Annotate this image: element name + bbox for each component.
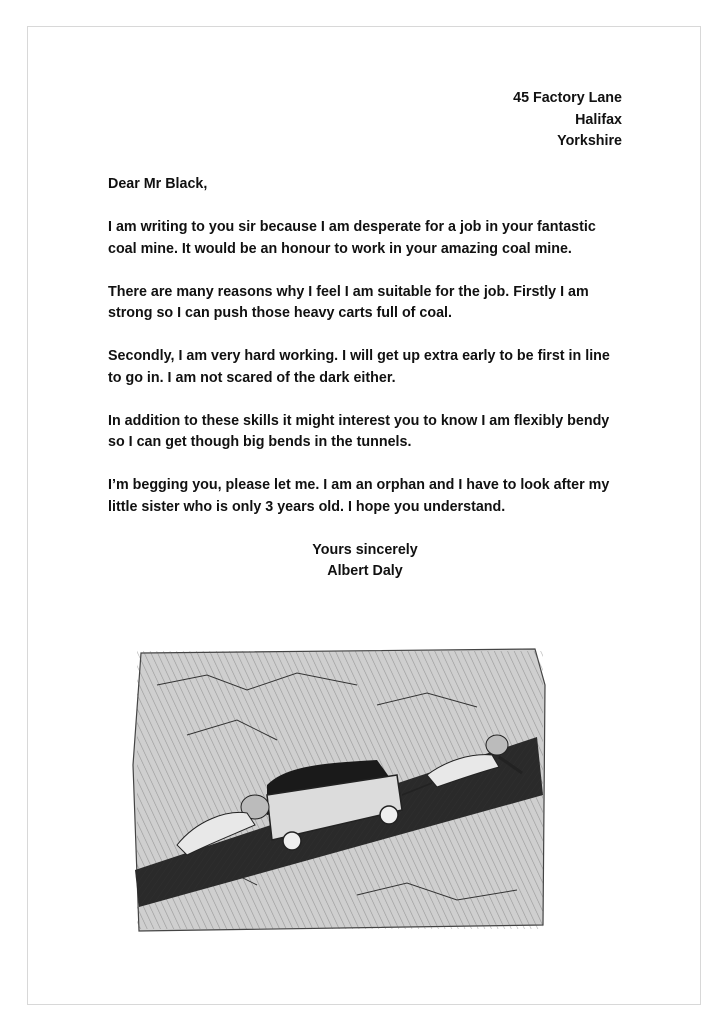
signoff: Yours sincerely <box>312 541 418 558</box>
salutation: Dear Mr Black, <box>108 176 208 192</box>
closing <box>108 540 622 583</box>
paragraph-4: In addition to these skills it might interest you to know I am flexibly bendy so I can get though big bends in the tunnels. <box>108 412 610 450</box>
address-county: Yorkshire <box>557 133 622 149</box>
paragraph-1: I am writing to you sir because I am desperate for a job in your fantastic coal mine. It would be an honour to work in your amazing coal mine. <box>108 219 596 257</box>
coal-mine-illustration <box>127 645 549 935</box>
sender-address <box>108 88 622 153</box>
paragraph-3: Secondly, I am very hard working. I will get up extra early to be first in line to go in. I am not scared of the dark either. <box>108 348 610 386</box>
paragraph-2: There are many reasons why I feel I am suitable for the job. Firstly I am strong so I can push those heavy carts full of coal. <box>108 283 589 321</box>
letter-body <box>108 88 622 583</box>
paragraph-5: I’m begging you, please let me. I am an orphan and I have to look after my little sister who is only 3 years old. I hope you understand. <box>108 477 610 515</box>
address-town: Halifax <box>575 111 622 128</box>
address-street: 45 Factory Lane <box>513 90 622 106</box>
signature-name: Albert Daly <box>327 563 403 579</box>
